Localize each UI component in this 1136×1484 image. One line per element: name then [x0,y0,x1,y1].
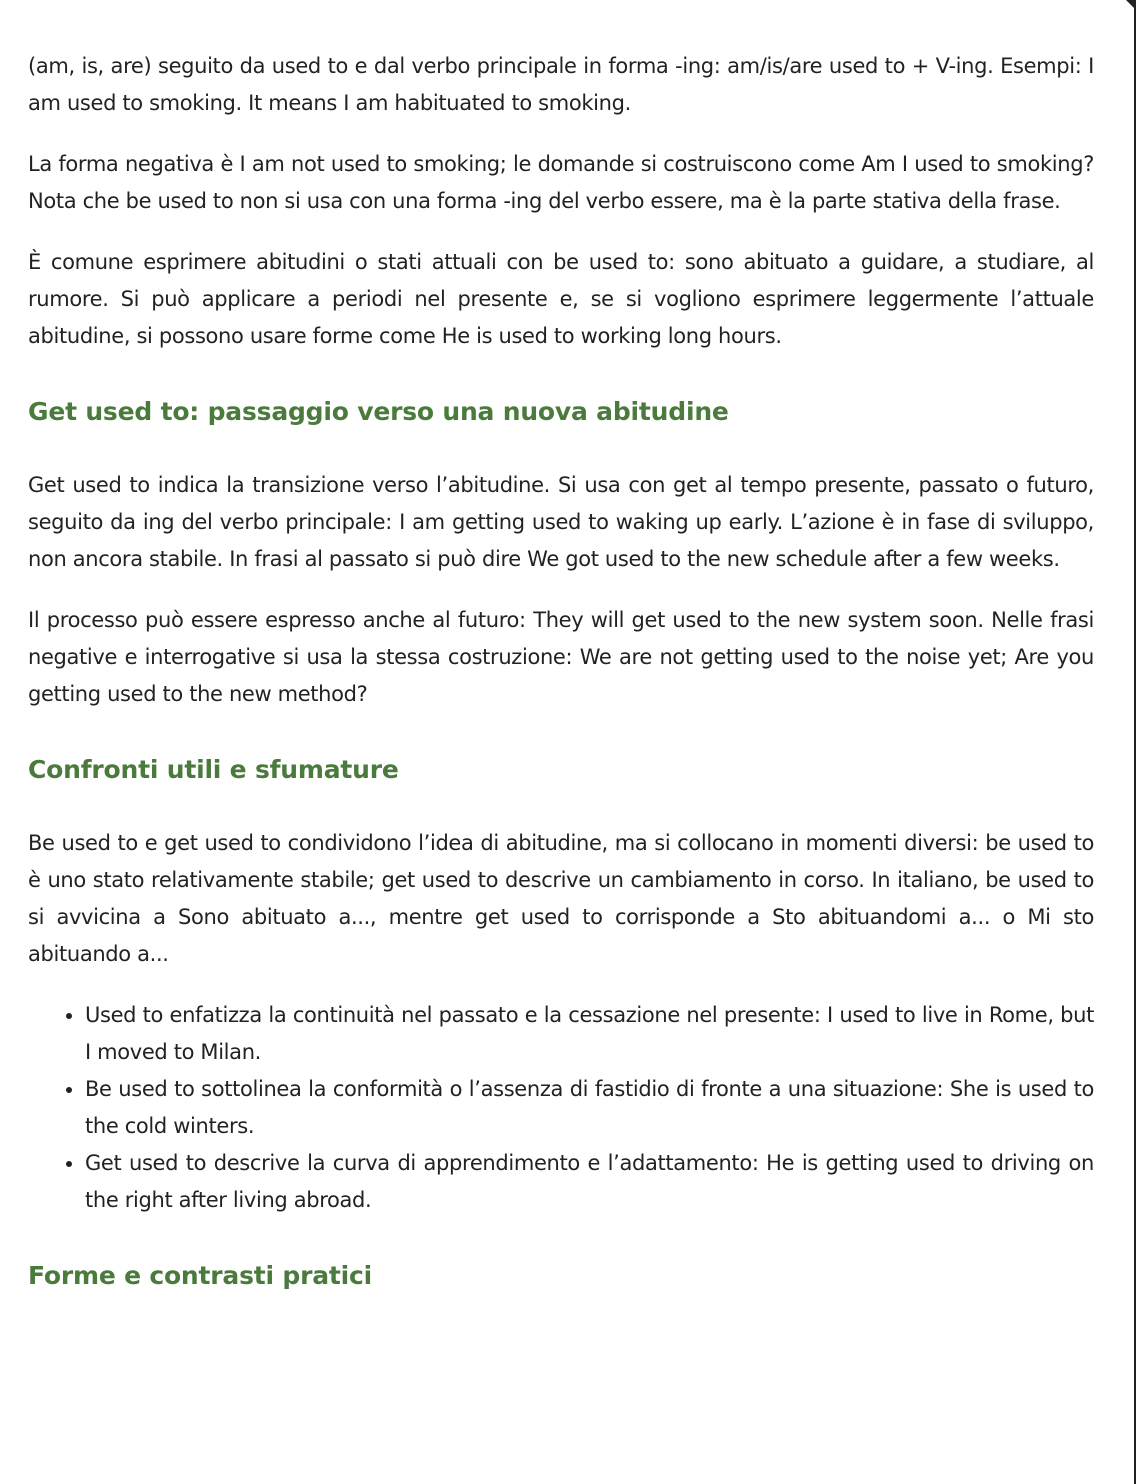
paragraph: Be used to e get used to condividono l’idea di abitudine, ma si collocano in momenti diversi: be used to è uno stato relativamente stabile; get used to descrive un cambiamento in corso. In italiano, be used to si avvicina a Sono abituato a..., mentre get used to corrisponde a Sto abituandomi a... o Mi sto abituando a... [28,831,1094,966]
article-body [28,48,1094,1331]
paragraph: Get used to indica la transizione verso l’abitudine. Si usa con get al tempo presente, passato o futuro, seguito da ing del verbo principale: I am getting used to waking up early. L’azione è in fase di sviluppo, non ancora stabile. In frasi al passato si può dire We got used to the new schedule after a few weeks. [28,473,1094,571]
paragraph: È comune esprimere abitudini o stati attuali con be used to: sono abituato a guidare, a studiare, al rumore. Si può applicare a periodi nel presente e, se si vogliono esprimere leggermente l’attuale abitudine, si possono usare forme come He is used to working long hours. [28,250,1094,348]
paragraph: (am, is, are) seguito da used to e dal verbo principale in forma -ing: am/is/are used to + V-ing. Esempi: I am used to smoking. It means I am habituated to smoking. [28,54,1094,115]
list-item: • Used to enfatizza la continuità nel passato e la cessazione nel presente: I used to live in Rome, but I moved to Milan. [85,997,1094,1071]
paragraph: La forma negativa è I am not used to smoking; le domande si costruiscono come Am I used to smoking? Nota che be used to non si usa con una forma -ing del verbo essere, ma è la parte stativa della frase. [28,152,1094,213]
section-heading-get-used-to: Get used to: passaggio verso una nuova abitudine [28,397,729,426]
bullet-list [28,997,1094,1219]
section-heading-forme: Forme e contrasti pratici [28,1261,372,1290]
corner-mark [1126,0,1136,10]
section-heading-confronti: Confronti utili e sfumature [28,755,399,784]
paragraph: Il processo può essere espresso anche al futuro: They will get used to the new system soon. Nelle frasi negative e interrogative si usa la stessa costruzione: We are not getting used to the noise yet; Are you getting used to the new method? [28,608,1094,706]
list-item: • Get used to descrive la curva di apprendimento e l’adattamento: He is getting used to driving on the right after living abroad. [85,1145,1094,1219]
list-item: • Be used to sottolinea la conformità o l’assenza di fastidio di fronte a una situazione: She is used to the cold winters. [85,1071,1094,1145]
